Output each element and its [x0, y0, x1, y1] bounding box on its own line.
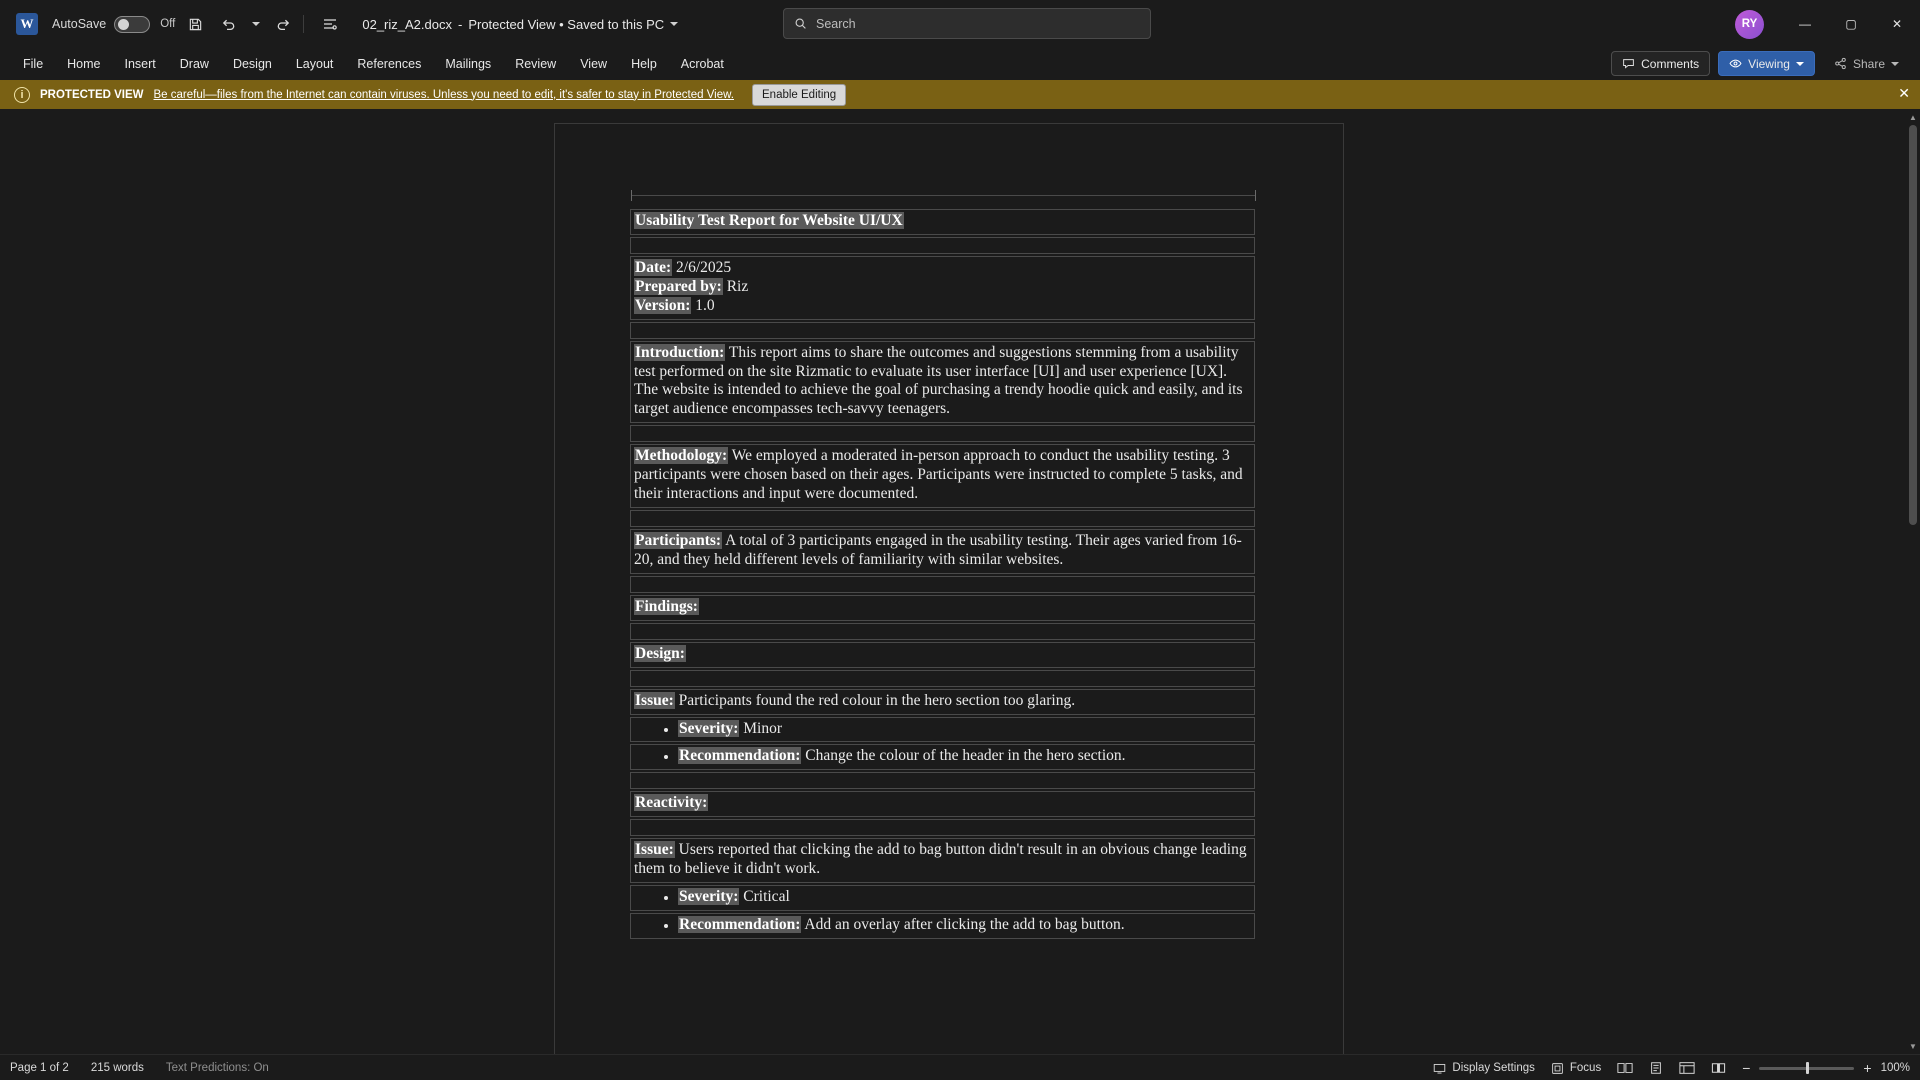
design-recommendation-block	[630, 744, 1255, 770]
reactivity-heading-block	[630, 791, 1255, 817]
document-page	[554, 123, 1344, 1054]
viewing-mode-button[interactable]	[1718, 51, 1815, 76]
spacer-block-6	[630, 623, 1255, 640]
reactivity-recommendation-block	[630, 913, 1255, 939]
methodology-label: Methodology:	[635, 447, 728, 465]
version-value: 1.0	[695, 296, 715, 314]
viewing-label: Viewing	[1748, 56, 1790, 71]
tab-help[interactable]: Help	[631, 57, 657, 71]
info-icon: i	[14, 87, 30, 103]
display-settings-button[interactable]	[1433, 1062, 1534, 1075]
list-item	[678, 720, 1251, 739]
status-bar-right	[1433, 1055, 1910, 1080]
design-recommendation-value: Change the colour of the header in the hero section.	[801, 747, 1126, 765]
window-controls	[1735, 0, 1920, 48]
scroll-up-arrow-icon[interactable]: ▲	[1909, 112, 1917, 122]
read-mode-icon[interactable]	[1617, 1061, 1633, 1075]
share-chevron-down-icon[interactable]	[1891, 62, 1899, 66]
zoom-level[interactable]: 100%	[1880, 1062, 1910, 1074]
page-margin-guide	[631, 195, 1256, 196]
search-icon	[794, 17, 807, 30]
tab-layout[interactable]: Layout	[295, 57, 334, 71]
reactivity-severity-value: Critical	[739, 888, 790, 906]
findings-label: Findings:	[635, 597, 698, 615]
file-status: Protected View • Saved to this PC	[468, 16, 665, 32]
maximize-button[interactable]: ▢	[1845, 17, 1857, 31]
focus-button[interactable]	[1551, 1062, 1601, 1075]
reactivity-issue-text: Users reported that clicking the add to bag button didn't result in an obvious change leading them to believe it didn't work.	[634, 841, 1247, 878]
vertical-scrollbar[interactable]	[1906, 109, 1920, 1054]
spacer-block-4	[630, 510, 1255, 527]
viewing-icon	[1729, 57, 1742, 70]
comments-button[interactable]	[1611, 51, 1710, 76]
methodology-text: We employed a moderated in-person approach to conduct the usability testing. 3 participants were chosen based on their ages. Participants were instructed to complete 5 tasks, and their interactions and input were documented.	[634, 447, 1243, 503]
share-button[interactable]	[1823, 51, 1910, 76]
comment-icon	[1622, 57, 1635, 70]
display-settings-label: Display Settings	[1452, 1062, 1535, 1074]
introduction-label: Introduction:	[635, 343, 725, 361]
autosave-toggle-knob	[118, 19, 129, 30]
reactivity-severity-block	[630, 885, 1255, 911]
introduction-text: This report aims to share the outcomes and suggestions stemming from a usability test performed on the site Rizmatic to evaluate its user interface [UI] and user experience [UX]. The website is intended to achieve the goal of purchasing a trendy hoodie quick and easily, and its target audience encompasses tech-savvy teenagers.	[634, 343, 1243, 418]
page-status[interactable]: Page 1 of 2	[10, 1061, 69, 1074]
viewing-chevron-down-icon[interactable]	[1796, 62, 1804, 66]
search-input[interactable]	[783, 8, 1151, 39]
protected-view-badge: PROTECTED VIEW	[40, 88, 144, 101]
design-severity-list	[634, 720, 1251, 739]
prepared-by-value: Riz	[726, 277, 749, 295]
enable-editing-button[interactable]: Enable Editing	[752, 84, 846, 106]
title-bar	[0, 0, 1920, 48]
tab-insert[interactable]: Insert	[124, 57, 156, 71]
close-icon[interactable]: ✕	[1898, 85, 1910, 101]
doc-meta-block	[630, 256, 1255, 320]
reactivity-issue-block	[630, 838, 1255, 883]
design-label: Design:	[635, 644, 685, 662]
tab-file[interactable]: File	[23, 57, 44, 71]
print-layout-icon[interactable]	[1649, 1061, 1663, 1075]
spacer-block-7	[630, 670, 1255, 687]
customize-quick-access-icon[interactable]	[316, 10, 344, 38]
document-body[interactable]	[630, 209, 1255, 941]
spacer-block-1	[630, 237, 1255, 254]
design-issue-text: Participants found the red colour in the hero section too glaring.	[674, 691, 1076, 709]
spacer-block-3	[630, 425, 1255, 442]
focus-icon	[1551, 1062, 1564, 1075]
reactivity-recommendation-label: Recommendation:	[679, 915, 801, 933]
tab-draw[interactable]: Draw	[179, 57, 209, 71]
autosave-toggle[interactable]	[114, 16, 150, 33]
save-icon[interactable]	[181, 10, 209, 38]
date-value: 2/6/2025	[676, 258, 732, 276]
web-layout-icon[interactable]	[1679, 1061, 1695, 1075]
undo-dropdown-icon[interactable]	[249, 10, 263, 38]
tab-references[interactable]: References	[357, 57, 422, 71]
margin-mark-left	[631, 190, 632, 201]
share-label: Share	[1852, 56, 1885, 71]
document-canvas[interactable]	[0, 109, 1920, 1054]
reactivity-issue-label: Issue:	[635, 841, 674, 859]
avatar[interactable]: RY	[1735, 10, 1764, 39]
autosave-control[interactable]	[52, 16, 175, 33]
text-predictions-status[interactable]: Text Predictions: On	[165, 1061, 269, 1074]
zoom-slider[interactable]	[1759, 1067, 1854, 1070]
tab-view[interactable]: View	[580, 57, 608, 71]
design-severity-value: Minor	[739, 719, 783, 737]
reactivity-recommendation-list	[634, 916, 1251, 935]
spacer-block-5	[630, 576, 1255, 593]
reactivity-label: Reactivity:	[635, 794, 708, 812]
design-issue-label: Issue:	[635, 691, 674, 709]
immersive-reader-icon[interactable]	[1711, 1061, 1726, 1075]
file-name: 02_riz_A2.docx	[362, 16, 452, 32]
zoom-out-button[interactable]: −	[1742, 1060, 1751, 1076]
share-icon	[1834, 57, 1847, 70]
autosave-label: AutoSave	[52, 17, 107, 31]
version-label: Version:	[635, 296, 691, 314]
date-label: Date:	[635, 258, 672, 276]
spacer-block-2	[630, 322, 1255, 339]
search-placeholder: Search	[816, 16, 856, 31]
design-recommendation-label: Recommendation:	[679, 747, 801, 765]
focus-label: Focus	[1569, 1062, 1602, 1074]
margin-mark-right	[1255, 190, 1256, 201]
spacer-block-8	[630, 772, 1255, 789]
design-issue-block	[630, 689, 1255, 715]
doc-title-block	[630, 209, 1255, 235]
prepared-by-label: Prepared by:	[635, 277, 722, 295]
design-severity-block	[630, 717, 1255, 743]
participants-block	[630, 529, 1255, 574]
zoom-slider-thumb[interactable]	[1806, 1062, 1809, 1074]
design-heading-block	[630, 642, 1255, 668]
list-item	[678, 916, 1251, 935]
file-title-group[interactable]	[362, 17, 678, 32]
scrollbar-thumb[interactable]	[1909, 125, 1917, 525]
display-settings-icon	[1433, 1062, 1446, 1075]
tab-acrobat[interactable]: Acrobat	[680, 57, 724, 71]
participants-text: A total of 3 participants engaged in the usability testing. Their ages varied from 16-20, and they held different levels of familiarity with similar websites.	[634, 531, 1242, 568]
chevron-down-icon[interactable]	[670, 22, 678, 26]
word-count[interactable]: 215 words	[90, 1061, 144, 1074]
file-separator: -	[457, 16, 463, 32]
findings-block	[630, 595, 1255, 621]
status-bar	[0, 1054, 1920, 1080]
zoom-control[interactable]	[1742, 1060, 1910, 1076]
undo-icon[interactable]	[215, 10, 243, 38]
zoom-in-button[interactable]: +	[1863, 1060, 1872, 1076]
design-severity-label: Severity:	[679, 719, 739, 737]
minimize-button[interactable]: —	[1799, 17, 1811, 31]
autosave-state: Off	[160, 18, 176, 30]
list-item	[678, 888, 1251, 907]
protected-view-bar	[0, 80, 1920, 109]
word-icon: W	[16, 13, 38, 35]
methodology-block	[630, 444, 1255, 508]
spacer-block-9	[630, 819, 1255, 836]
tab-home[interactable]: Home	[67, 57, 101, 71]
tab-mailings[interactable]: Mailings	[445, 57, 492, 71]
introduction-block	[630, 341, 1255, 424]
toolbar-divider	[303, 15, 304, 33]
tab-review[interactable]: Review	[515, 57, 557, 71]
comments-label: Comments	[1641, 56, 1700, 71]
reactivity-severity-list	[634, 888, 1251, 907]
ribbon-right-controls	[1611, 51, 1910, 76]
close-button[interactable]: ✕	[1891, 17, 1903, 31]
scroll-down-arrow-icon[interactable]: ▼	[1909, 1041, 1917, 1051]
redo-icon[interactable]	[269, 10, 297, 38]
page-title: Usability Test Report for Website UI/UX	[635, 212, 903, 229]
tab-design[interactable]: Design	[232, 57, 272, 71]
reactivity-recommendation-value: Add an overlay after clicking the add to bag button.	[801, 915, 1125, 933]
list-item	[678, 747, 1251, 766]
ribbon-tabs	[0, 48, 1920, 80]
design-recommendation-list	[634, 747, 1251, 766]
protected-view-message[interactable]: Be careful—files from the Internet can contain viruses. Unless you need to edit, it's safer to stay in Protected View.	[153, 88, 734, 101]
reactivity-severity-label: Severity:	[679, 888, 739, 906]
participants-label: Participants:	[635, 531, 722, 549]
